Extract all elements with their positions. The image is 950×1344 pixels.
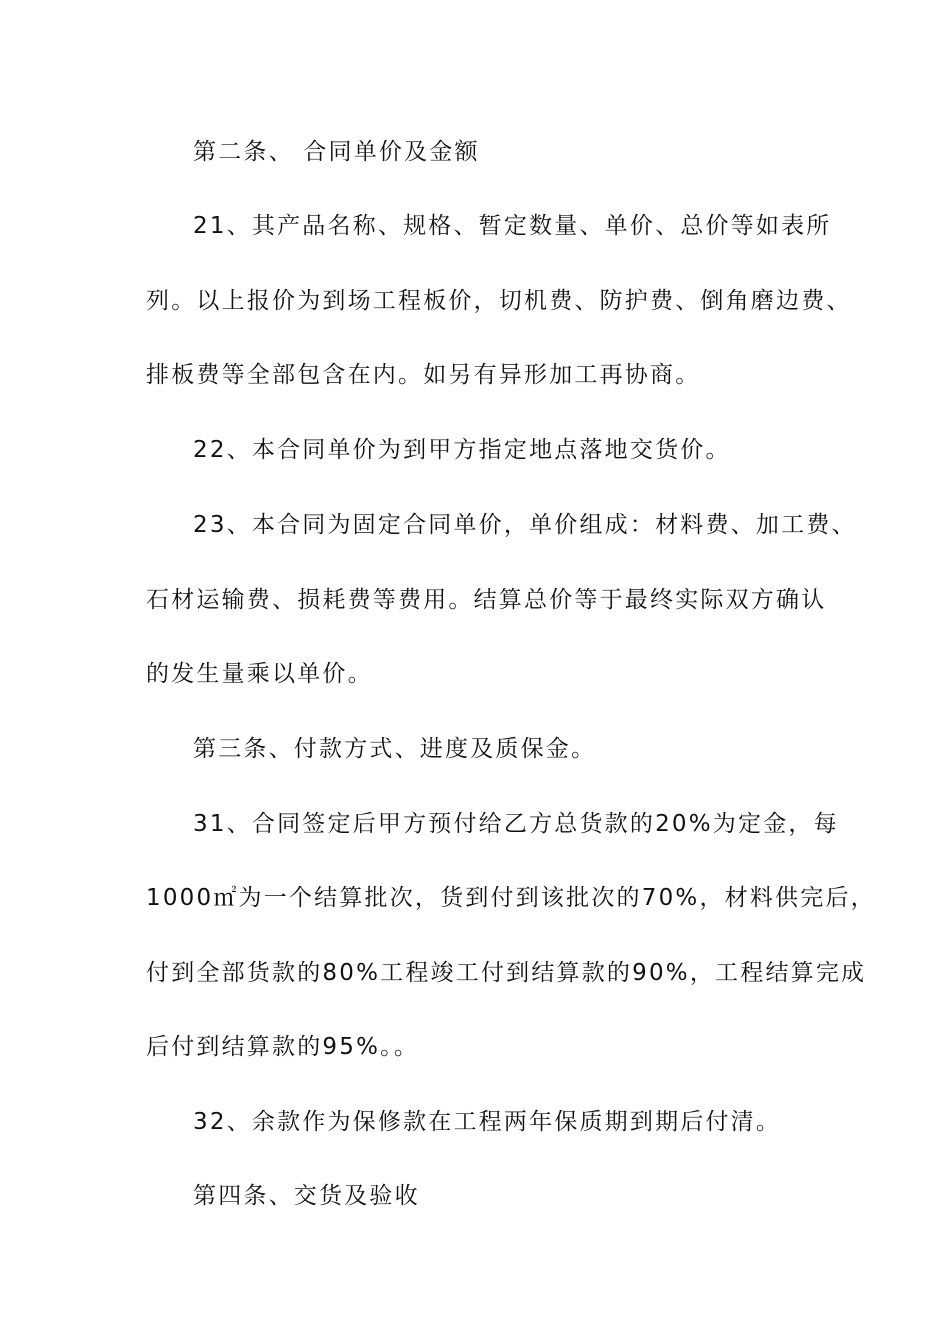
paragraph-line: 的发生量乘以单价。	[146, 661, 373, 687]
paragraph-line: 石材运输费、损耗费等费用。结算总价等于最终实际双方确认	[146, 587, 827, 613]
paragraph-line: 32、余款作为保修款在工程两年保质期到期后付清。	[193, 1109, 782, 1135]
paragraph-line: 31、合同签定后甲方预付给乙方总货款的20%为定金，每	[193, 811, 839, 837]
paragraph-line: 1000㎡为一个结算批次，货到付到该批次的70%，材料供完后，	[146, 885, 876, 911]
paragraph-line: 后付到结算款的95%。。	[146, 1034, 420, 1060]
paragraph-line: 列。以上报价为到场工程板价，切机费、防护费、倒角磨边费、	[146, 288, 852, 314]
paragraph-line: 23、本合同为固定合同单价，单价组成：材料费、加工费、	[193, 512, 857, 538]
section-heading-article-2: 第二条、 合同单价及金额	[193, 139, 480, 165]
paragraph-line: 21、其产品名称、规格、暂定数量、单价、总价等如表所	[193, 213, 832, 239]
paragraph-line: 22、本合同单价为到甲方指定地点落地交货价。	[193, 437, 731, 463]
paragraph-line: 排板费等全部包含在内。如另有异形加工再协商。	[146, 362, 701, 388]
paragraph-line: 付到全部货款的80%工程竣工付到结算款的90%，工程结算完成	[146, 960, 867, 986]
section-heading-article-3: 第三条、付款方式、进度及质保金。	[193, 736, 597, 762]
section-heading-article-4: 第四条、交货及验收	[193, 1183, 420, 1209]
